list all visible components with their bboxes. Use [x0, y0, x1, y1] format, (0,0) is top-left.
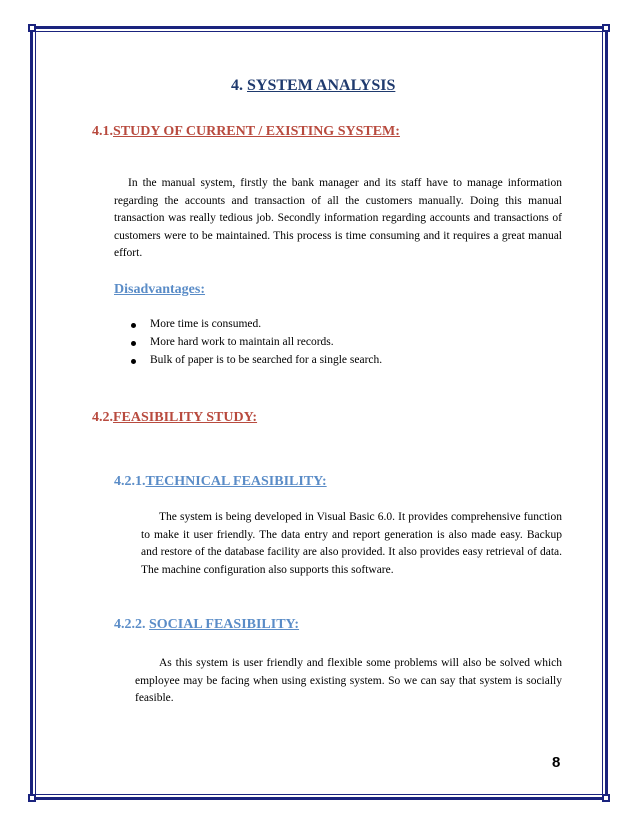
section-label: TECHNICAL FEASIBILITY:: [145, 474, 327, 489]
list-item-text: More time is consumed.: [150, 318, 262, 330]
corner-ornament-icon: [600, 792, 612, 804]
section-4-1-heading: [92, 124, 400, 140]
section-4-2-1-heading: [114, 474, 327, 490]
section-number: 4.2.: [92, 410, 113, 425]
bullet-icon: [131, 323, 136, 328]
corner-ornament-icon: [600, 22, 612, 34]
list-item: [150, 336, 334, 348]
section-number: 4.2.1.: [114, 474, 146, 489]
corner-ornament-icon: [26, 792, 38, 804]
section-4-2-2-heading: [114, 617, 299, 633]
list-item: [150, 354, 382, 366]
bullet-icon: [131, 359, 136, 364]
list-item: [150, 318, 261, 330]
list-item-text: More hard work to maintain all records.: [150, 336, 334, 348]
disadvantages-heading: [114, 282, 205, 298]
section-number: 4.2.2.: [114, 617, 146, 632]
section-4-2-2-paragraph: As this system is user friendly and flexible some problems will also be solved which employee may be facing when using existing system. So we can say that system is socially feasible.: [135, 657, 562, 705]
section-4-1-paragraph: In the manual system, firstly the bank manager and its staff have to manage information regarding the accounts and transaction of all the customers manually. Doing this manual transaction was really tedious job. Secondly information regarding accounts and transactions of customers were to be maintained. This process is time consuming and it requires a great manual effort.: [114, 177, 562, 260]
page-title: [231, 77, 395, 95]
bullet-icon: [131, 341, 136, 346]
title-label: SYSTEM ANALYSIS: [247, 77, 396, 94]
page-number: 8: [552, 754, 561, 771]
section-4-2-1-paragraph: The system is being developed in Visual Basic 6.0. It provides comprehensive function to make it user friendly. The data entry and report generation is also made easy. Backup and restore of the database facility are also provided. It also provides easy retrieval of data. The machine configuration also supports this software.: [141, 511, 562, 576]
section-label: STUDY OF CURRENT / EXISTING SYSTEM:: [113, 124, 400, 139]
title-number: 4.: [231, 77, 243, 94]
section-label: SOCIAL FEASIBILITY:: [149, 617, 300, 632]
list-item-text: Bulk of paper is to be searched for a single search.: [150, 354, 383, 366]
section-number: 4.1.: [92, 124, 113, 139]
section-label: FEASIBILITY STUDY:: [113, 410, 258, 425]
section-4-2-heading: [92, 410, 257, 426]
disadvantages-label: Disadvantages:: [114, 282, 206, 297]
corner-ornament-icon: [26, 22, 38, 34]
